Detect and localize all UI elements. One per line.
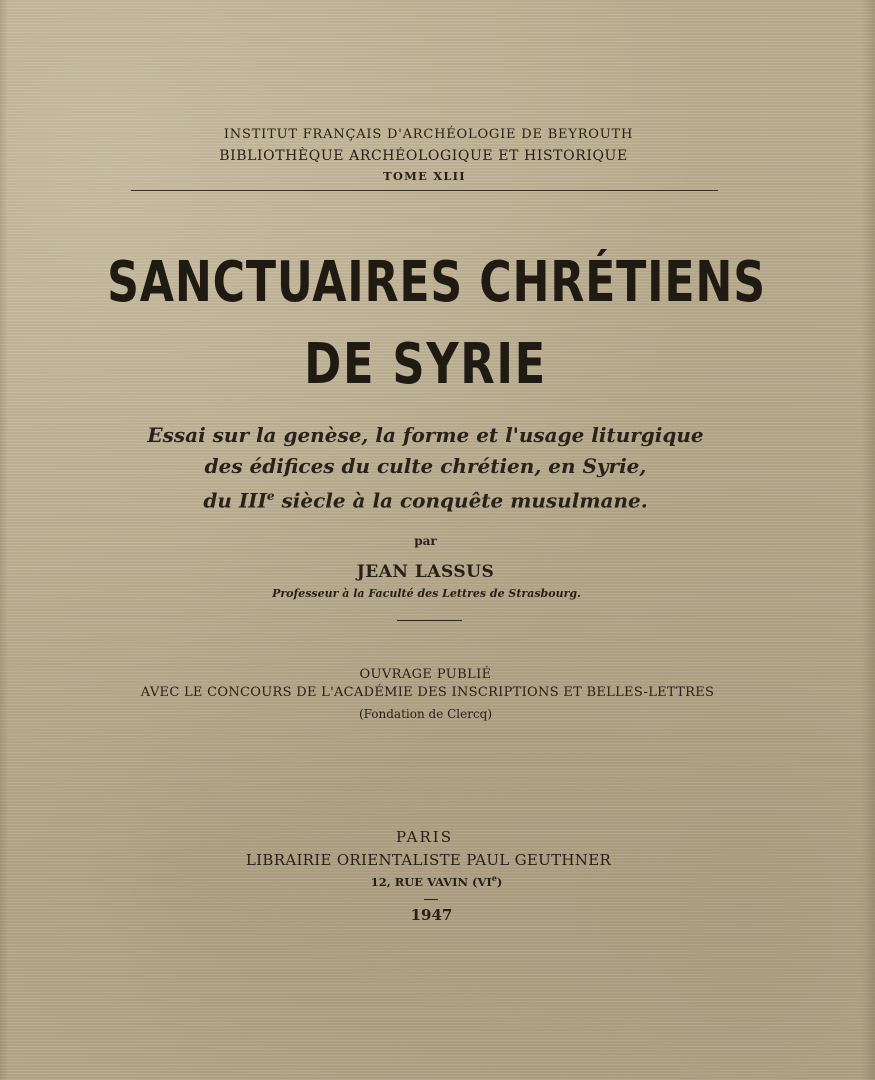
author-name: JEAN LASSUS [356,562,495,582]
author-by: par [414,534,437,548]
author-position: Professeur à la Faculté des Lettres de Strasbourg. [272,587,581,600]
subtitle-line-3 [0,481,863,516]
imprint-year: 1947 [410,906,453,924]
publication-note-line-2: AVEC LE CONCOURS DE L'ACADÉMIE DES INSCRIPTIONS ET BELLES-LETTRES [140,685,715,700]
imprint-address-suffix: ) [496,874,503,889]
imprint-city: PARIS [395,828,454,846]
subtitle-line-1: Essai sur la genèse, la forme et l'usage liturgique [147,423,704,447]
subtitle-line-2: des édifices du culte chrétien, en Syrie, [204,454,647,478]
imprint-dash [424,899,438,900]
publication-note-line-3: (Fondation de Clercq) [358,707,493,721]
title-line-2: DE SYRIE [304,332,547,397]
imprint-address-prefix: 12, RUE VAVIN (VI [370,874,492,889]
imprint-address [0,873,874,889]
author-rule [397,620,462,621]
title-line-1: SANCTUAIRES CHRÉTIENS [107,250,766,315]
subtitle-line-3-prefix: du III [203,488,267,513]
header-rule [131,190,718,191]
imprint-address-superscript: e [491,873,497,883]
subtitle-line-3-superscript: e [266,489,275,503]
series-volume: TOME XLII [383,169,466,183]
series-collection: BIBLIOTHÈQUE ARCHÉOLOGIQUE ET HISTORIQUE [219,148,628,164]
series-institute: INSTITUT FRANÇAIS D'ARCHÉOLOGIE DE BEYROUTH [223,127,634,142]
subtitle-line-3-rest: siècle à la conquête musulmane. [274,488,648,513]
publication-note-line-1: OUVRAGE PUBLIÉ [359,667,492,682]
imprint-publisher: LIBRAIRIE ORIENTALISTE PAUL GEUTHNER [245,851,612,869]
